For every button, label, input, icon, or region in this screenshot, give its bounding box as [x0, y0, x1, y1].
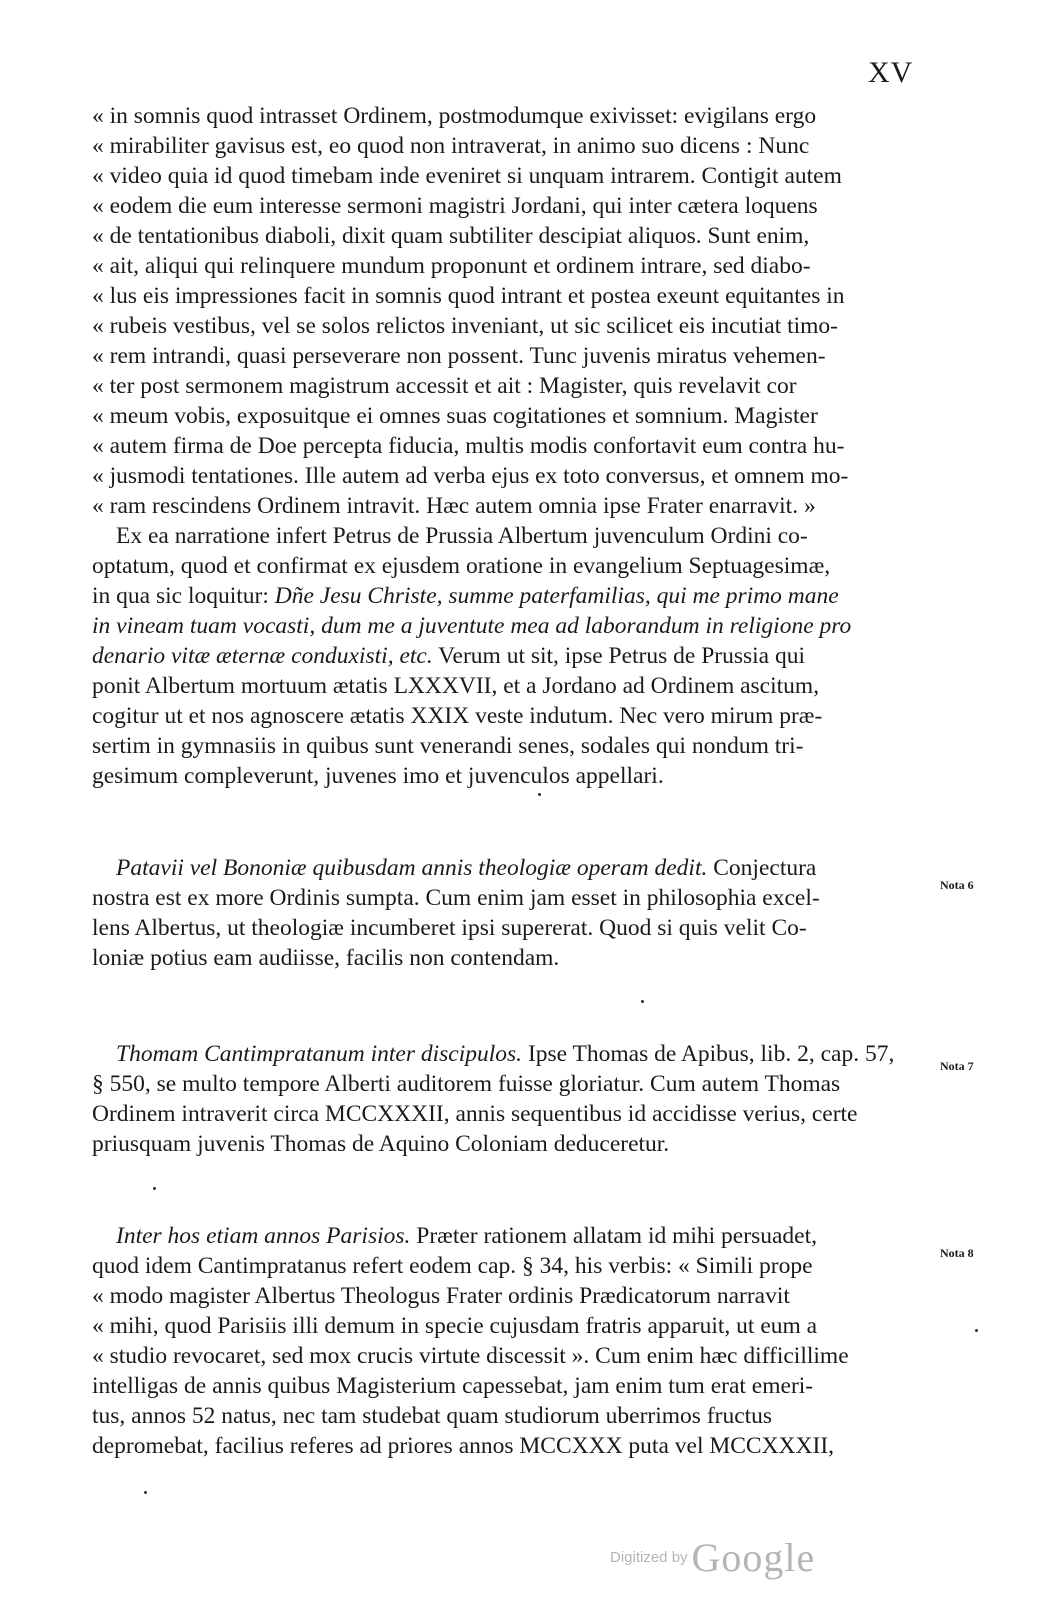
- text-line: ponit Albertum mortuum ætatis LXXXVII, et a Jordano ad Ordinem ascitum,: [92, 673, 820, 699]
- text-line: « autem firma de Doe percepta fiducia, multis modis confortavit eum contra hu-: [92, 433, 845, 459]
- text-line: « meum vobis, exposuitque ei omnes suas cogitationes et somnium. Magister: [92, 403, 818, 429]
- text-line: intelligas de annis quibus Magisterium capessebat, jam enim tum erat emeri-: [92, 1373, 814, 1399]
- text-line: [92, 641, 805, 671]
- text-line: « ter post sermonem magistrum accessit et ait : Magister, quis revelavit cor: [92, 373, 797, 399]
- text-line: « de tentationibus diaboli, dixit quam subtiliter descipiat aliquos. Sunt enim,: [92, 223, 810, 249]
- print-speck: [144, 1491, 147, 1494]
- text-span: Ipse Thomas de Apibus, lib. 2, cap. 57,: [522, 1041, 895, 1067]
- text-line: cogitur ut et nos agnoscere ætatis XXIX veste indutum. Nec vero mirum præ-: [92, 703, 823, 729]
- italic-quote: Dñe Jesu Christe, summe paterfamilias, qui me primo mane: [274, 583, 839, 609]
- text-line: sertim in gymnasiis in quibus sunt venerandi senes, sodales qui nondum tri-: [92, 733, 804, 759]
- text-line: « studio revocaret, sed mox crucis virtute discessit ». Cum enim hæc difficillime: [92, 1343, 849, 1369]
- text-line: lens Albertus, ut theologiæ incumberet ipsi supererat. Quod si quis velit Co-: [92, 915, 807, 941]
- text-line: gesimum compleverunt, juvenes imo et juvenculos appellari.: [92, 763, 664, 789]
- text-line: [116, 1039, 894, 1069]
- text-line: « ram rescindens Ordinem intravit. Hæc autem omnia ipse Frater enarravit. »: [92, 493, 816, 519]
- margin-note: Nota 7: [940, 1059, 974, 1073]
- text-line: Ordinem intraverit circa MCCXXXII, annis sequentibus id accidisse verius, certe: [92, 1101, 858, 1127]
- text-span: Verum ut sit, ipse Petrus de Prussia qui: [432, 643, 806, 669]
- print-speck: [153, 1187, 156, 1190]
- italic-lemma: Inter hos etiam annos Parisios.: [116, 1223, 411, 1249]
- page-number: XV: [868, 56, 914, 89]
- text-line: « rubeis vestibus, vel se solos relictos inveniant, ut sic scilicet eis incutiat timo-: [92, 313, 838, 339]
- text-line: loniæ potius eam audiisse, facilis non contendam.: [92, 945, 560, 971]
- text-line: « jusmodi tentationes. Ille autem ad verba ejus ex toto conversus, et omnem mo-: [92, 463, 849, 489]
- text-line: § 550, se multo tempore Alberti auditorem fuisse gloriatur. Cum autem Thomas: [92, 1071, 841, 1097]
- text-span: in qua sic loquitur:: [92, 583, 275, 609]
- text-line: « eodem die eum interesse sermoni magistri Jordani, qui inter cætera loquens: [92, 193, 818, 219]
- text-line: « ait, aliqui qui relinquere mundum proponunt et ordinem intrare, sed diabo-: [92, 253, 811, 279]
- text-line: nostra est ex more Ordinis sumpta. Cum enim jam esset in philosophia excel-: [92, 885, 820, 911]
- attribution-prefix: Digitized by: [610, 1549, 688, 1566]
- text-line: depromebat, facilius referes ad priores annos MCCXXX puta vel MCCXXXII,: [92, 1433, 835, 1459]
- print-speck: [641, 1000, 644, 1003]
- text-line: « rem intrandi, quasi perseverare non possent. Tunc juvenis miratus vehemen-: [92, 343, 826, 369]
- italic-lemma: Thomam Cantimpratanum inter discipulos.: [116, 1041, 523, 1067]
- margin-note: Nota 6: [940, 878, 974, 892]
- text-line: [116, 853, 816, 883]
- text-line: priusquam juvenis Thomas de Aquino Coloniam deduceretur.: [92, 1131, 670, 1157]
- text-line: [92, 581, 839, 611]
- print-speck: [538, 793, 541, 796]
- text-line: « in somnis quod intrasset Ordinem, postmodumque exivisset: evigilans ergo: [92, 103, 817, 129]
- text-line: « lus eis impressiones facit in somnis quod intrant et postea exeunt equitantes in: [92, 283, 845, 309]
- print-speck: [975, 1329, 978, 1332]
- margin-note: Nota 8: [940, 1246, 974, 1260]
- italic-lemma: Patavii vel Bononiæ quibusdam annis theologiæ operam dedit.: [116, 855, 708, 881]
- text-line: « modo magister Albertus Theologus Frater ordinis Prædicatorum narravit: [92, 1283, 790, 1309]
- text-line: [92, 611, 851, 641]
- italic-quote: in vineam tuam vocasti, dum me a juventute mea ad laborandum in religione pro: [92, 613, 852, 639]
- text-span: Conjectura: [707, 855, 817, 881]
- text-line: « mihi, quod Parisiis illi demum in specie cujusdam fratris apparuit, ut eum a: [92, 1313, 818, 1339]
- text-span: Præter rationem allatam id mihi persuadet,: [410, 1223, 817, 1249]
- text-line: [116, 1221, 817, 1251]
- text-line: Ex ea narratione infert Petrus de Prussia Albertum juvenculum Ordini co-: [116, 523, 808, 549]
- digitization-attribution: [610, 1534, 815, 1581]
- text-line: « video quia id quod timebam inde eveniret si unquam intrarem. Contigit autem: [92, 163, 842, 189]
- text-line: tus, annos 52 natus, nec tam studebat quam studiorum uberrimos fructus: [92, 1403, 773, 1429]
- text-line: quod idem Cantimpratanus refert eodem cap. § 34, his verbis: « Simili prope: [92, 1253, 813, 1279]
- google-logo: Google: [691, 1535, 816, 1580]
- text-line: « mirabiliter gavisus est, eo quod non intraverat, in animo suo dicens : Nunc: [92, 133, 810, 159]
- italic-quote: denario vitæ æternæ conduxisti, etc.: [92, 643, 433, 669]
- text-line: optatum, quod et confirmat ex ejusdem oratione in evangelium Septuagesimæ,: [92, 553, 831, 579]
